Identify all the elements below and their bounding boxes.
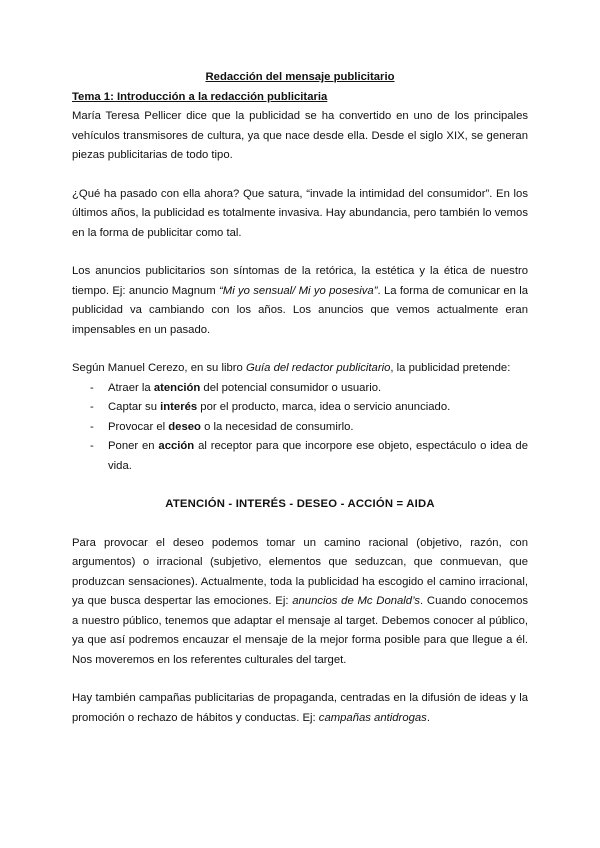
bullet-dash: -	[90, 420, 94, 433]
bullet-dash: -	[90, 381, 94, 394]
list-item-keyword: atención	[153, 381, 201, 394]
list-item-keyword: acción	[158, 440, 195, 452]
list-item-text: Captar su	[108, 401, 161, 413]
paragraph-4-text-b: , la publicidad pretende:	[390, 362, 511, 374]
objectives-list	[72, 379, 528, 477]
paragraph-5-text-b: . Cuando conocemos a nuestro público, tenemos que adaptar el mensaje al target. Debemos conocer al público, ya que así podremos encauzar el mensaje de la mejor forma posible para que llegue a él. Nos moveremos en los referentes culturales del target.	[72, 595, 529, 666]
paragraph-4-text-a: Según Manuel Cerezo, en su libro	[72, 362, 246, 374]
paragraph-3-text-a: Los anuncios publicitarios son síntomas de la retórica, la estética y la ética de nuestro tiempo. Ej: anuncio Magnum	[72, 265, 528, 297]
paragraph-6-text-b: .	[426, 711, 430, 724]
list-item-text: o la necesidad de consumirlo.	[200, 420, 354, 433]
list-item-text: Provocar el	[108, 420, 169, 433]
list-item	[72, 379, 528, 399]
list-item	[72, 398, 528, 418]
list-item-keyword: interés	[160, 401, 198, 413]
paragraph-5	[72, 534, 528, 671]
list-item-text: Atraer la	[108, 381, 154, 394]
paragraph-5-text-a: Para provocar el deseo podemos tomar un camino racional (objetivo, razón, con argumentos) o irracional (subjetivo, elementos que seduzcan, que conmuevan, que produzcan sensaciones). Actualmente, toda la publicidad ha escogido el camino irracional, ya que busca despertar las emociones. Ej:	[72, 536, 528, 607]
topic-heading: Tema 1: Introducción a la redacción publicitaria	[72, 90, 328, 103]
paragraph-3	[72, 262, 528, 340]
list-item-text: del potencial consumidor o usuario.	[200, 381, 382, 394]
document-title: Redacción del mensaje publicitario	[205, 71, 395, 83]
paragraph-4	[72, 359, 528, 379]
paragraph-6-text-a: Hay también campañas publicitarias de propaganda, centradas en la difusión de ideas y la promoción o rechazo de hábitos y conductas. Ej:	[72, 692, 528, 724]
document-page	[72, 68, 528, 728]
aida-formula: ATENCIÓN - INTERÉS - DESEO - ACCIÓN = AIDA	[165, 498, 435, 510]
bullet-dash: -	[90, 440, 94, 452]
paragraph-3-text-b: . La forma de comunicar en la publicidad va cambiando con los años. Los anuncios que vemos actualmente eran impensables en un pasado.	[72, 284, 528, 336]
paragraph-2: ¿Qué ha pasado con ella ahora? Que satura, “invade la intimidad del consumidor”. En los últimos años, la publicidad es totalmente invasiva. Hay abundancia, pero también lo vemos en la forma de publicitar como tal.	[72, 187, 528, 239]
bullet-dash: -	[90, 401, 94, 413]
list-item	[72, 437, 528, 476]
book-title: Guía del redactor publicitario	[245, 362, 391, 374]
list-item-keyword: deseo	[168, 420, 201, 433]
paragraph-6	[72, 689, 528, 728]
magnum-quote: “Mi yo sensual/ Mi yo posesiva”	[219, 284, 378, 297]
list-item-text: Poner en	[108, 440, 159, 452]
paragraph-1: María Teresa Pellicer dice que la publicidad se ha convertido en uno de los principales vehículos transmisores de cultura, ya que nace desde ella. Desde el siglo XIX, se generan piezas publicitarias de todo tipo.	[72, 110, 528, 161]
list-item	[72, 418, 528, 438]
list-item-text: al receptor para que incorpore ese objeto, espectáculo o idea de vida.	[108, 440, 528, 472]
mcdonalds-example: anuncios de Mc Donald’s	[292, 595, 421, 607]
antidrug-example: campañas antidrogas	[318, 711, 427, 724]
list-item-text: por el producto, marca, idea o servicio anunciado.	[197, 401, 451, 413]
